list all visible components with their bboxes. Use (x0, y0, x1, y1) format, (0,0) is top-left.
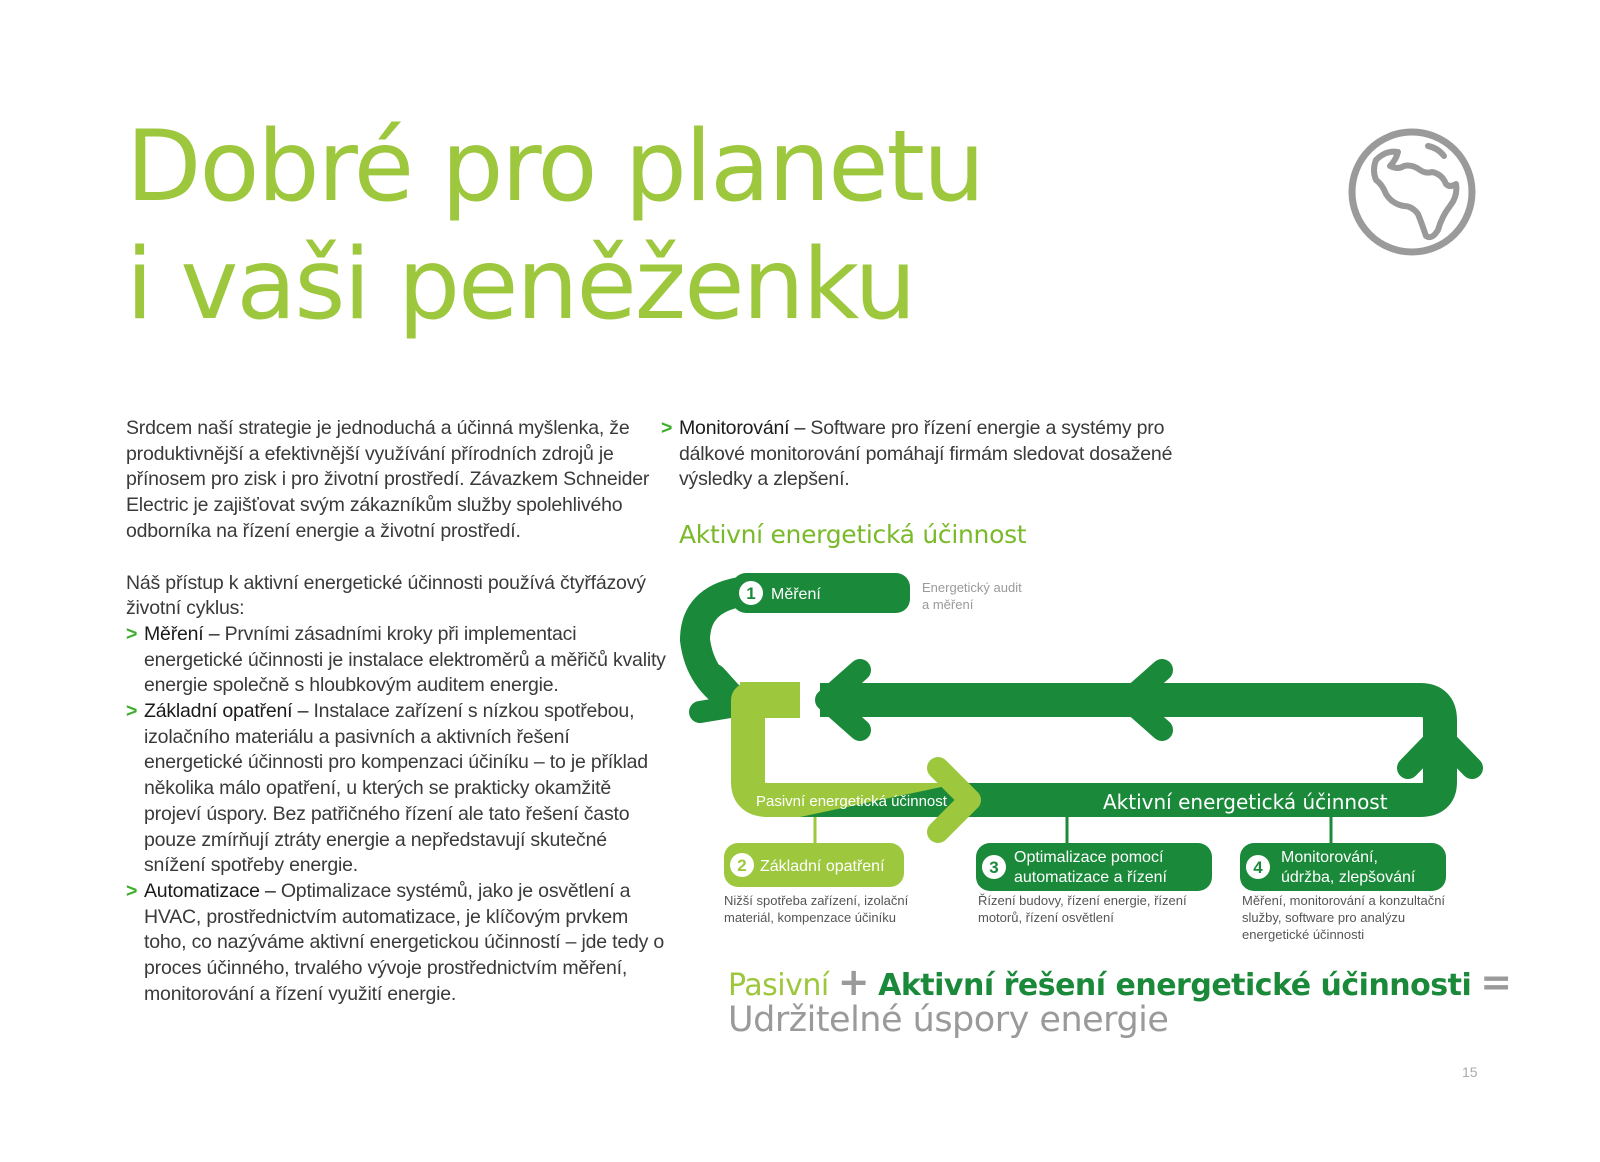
bullet-term: Monitorování – (679, 417, 806, 439)
bullet-text: Optimalizace systémů, jako je osvětlení a HVAC, prostřednictvím automatizace, je klíčovým prvkem toho, co nazýváme aktivní energetickou účinností – jde tedy o proces účinného, trvalého vývoje prostřednictvím měření, monitorování a řízení využití energie. (144, 879, 665, 1005)
step4-desc-line1: Měření, monitorování a konzultační (1242, 893, 1446, 908)
step2-desc-line1: Nižší spotřeba zařízení, izolační (724, 893, 909, 908)
step3-label-line1: Optimalizace pomocí (1014, 849, 1164, 866)
step4-desc-line2: služby, software pro analýzu (1242, 910, 1406, 925)
bullet-text: Instalace zařízení s nízkou spotřebou, izolačního materiálu a pasivních a aktivních řešení energetické účinnosti pro kompenzaci účiníku – to je příklad několika málo opatření, u kterých se prakticky okamžitě projeví úspory. Bez patřičného řízení ale tato řešení často pouze zmírňují ztráty energie a nepředstavují skutečné snížení spotřeby energie. (144, 700, 648, 877)
diagram-title: Aktivní energetická účinnost (679, 520, 1027, 549)
intro-paragraph: Srdcem naší strategie je jednoduchá a účinná myšlenka, že produktivnější a efektivnější využívání přírodních zdrojů je přínosem pro zisk i pro životní prostředí. Závazkem Schneider Electric je zajišťovat svým zákazníkům služby spolehlivého odborníka na řízení energie a životní prostředí. (126, 417, 650, 542)
step3-number: 3 (989, 858, 999, 877)
step1-label: Měření (771, 586, 821, 603)
bullet-term: Základní opatření – (144, 700, 309, 723)
step3-desc-line2: motorů, řízení osvětlení (978, 910, 1114, 925)
page-number: 15 (1462, 1064, 1478, 1080)
bullet-text: Prvními zásadními kroky při implementaci energetické účinnosti je instalace elektroměrů a měřičů kvality energie společně s hloubkovým auditem energie. (144, 622, 666, 697)
step3-desc-line1: Řízení budovy, řízení energie, řízení (978, 893, 1187, 908)
plus-icon: + (837, 960, 870, 1004)
step4-number: 4 (1253, 858, 1263, 877)
step1-desc-line2: a měření (922, 597, 974, 612)
approach-paragraph: Náš přístup k aktivní energetické účinnosti používá čtyřfázový životní cyklus: (126, 571, 646, 620)
step4-desc-line3: energetické účinnosti (1242, 927, 1365, 942)
step3-label-line2: automatizace a řízení (1014, 869, 1167, 886)
step1-number: 1 (746, 584, 756, 603)
bullet-mark: > (126, 879, 138, 902)
step2-desc-line2: materiál, kompenzace účiníku (724, 910, 896, 925)
equation-active: Aktivní řešení energetické účinnosti (878, 968, 1472, 1003)
step4-label-line1: Monitorování, (1281, 849, 1378, 866)
equation-result: Udržitelné úspory energie (728, 1000, 1169, 1040)
page-title-line-2: i vaši peněženku (126, 228, 915, 342)
equation-line (728, 960, 1512, 1004)
active-label: Aktivní energetická účinnost (1103, 790, 1388, 814)
passive-top-block (740, 682, 800, 718)
step1-desc-line1: Energetický audit (922, 580, 1022, 595)
equation-passive: Pasivní (728, 968, 829, 1003)
step4-label-line2: údržba, zlepšování (1281, 869, 1416, 886)
bullet-term: Měření – (144, 622, 220, 645)
equals-icon: = (1480, 960, 1512, 1004)
bullet-text: Software pro řízení energie a systémy pro dálkové monitorování pomáhají firmám sledovat dosažené výsledky a zlepšení. (679, 417, 1173, 491)
passive-label: Pasivní energetická účinnost (756, 793, 947, 810)
bullet-term: Automatizace – (144, 879, 276, 902)
bullet-mark: > (661, 417, 673, 439)
step2-label: Základní opatření (760, 858, 885, 875)
bullet-mark: > (126, 622, 138, 645)
step2-number: 2 (737, 856, 747, 875)
bullet-mark: > (126, 700, 138, 723)
page-title-line-1: Dobré pro planetu (126, 110, 984, 224)
